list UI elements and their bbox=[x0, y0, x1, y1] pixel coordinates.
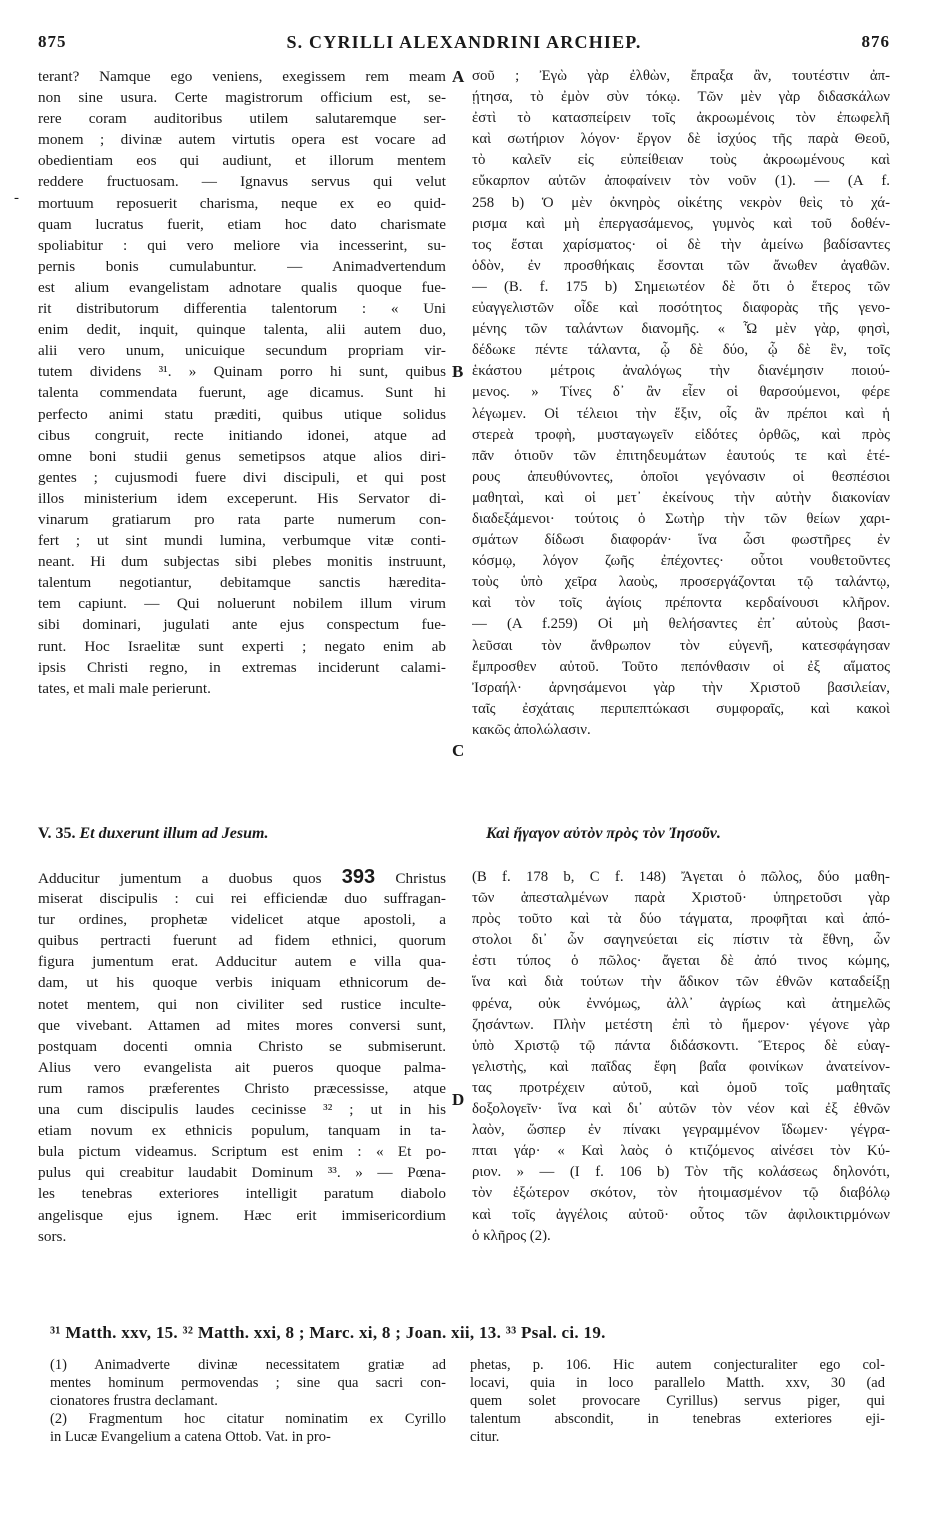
greek-section-heading: Καὶ ἤγαγον αὐτὸν πρὸς τὸν Ἰησοῦν. bbox=[486, 825, 721, 842]
text-line: φρένα, οὐκ ἐννόμως, ἀλλ᾿ ἀγρίως καὶ ἀτημελῶς bbox=[472, 995, 890, 1012]
greek-column-bottom bbox=[472, 867, 890, 1247]
text-line: ἐστὶ τὸ κατασπείρειν τοῖς ἀκροωμένοις τὸν ἐπωφελῆ bbox=[472, 110, 890, 127]
text-line: πᾶν ὁτιοῦν τῶν ἐπιτηδευμάτων ἑαυτούς τε καὶ ἑτέ- bbox=[472, 447, 890, 464]
line-text: Christus bbox=[395, 870, 446, 887]
text-line: pulus qui creabitur laudabit Dominum ³³. » — Pœna- bbox=[38, 1164, 446, 1182]
text-line: alii vero unum, unicuique secundum propriam vir- bbox=[38, 342, 446, 360]
text-line: πρὸς τοῦτο καὶ τὰ δύο τάγματα, προφῆται καὶ ἀπό- bbox=[472, 911, 890, 928]
text-line: terant? Namque ego veniens, exegissem rem meam bbox=[38, 68, 446, 85]
text-line: ἐστι τύπος ὁ πῶλος· ἄγεται δὲ ἀπό τινος κώμης, bbox=[472, 953, 890, 970]
text-line: que vivebant. Attamen ad mites mores conversi sunt, bbox=[38, 1016, 446, 1034]
text-line: ῄτησα, τὸ ἐμὸν σὺν τόκῳ. Τῶν μὲν γὰρ διδασκάλων bbox=[472, 89, 890, 106]
text-line: omne boni studii genus semetipsos atque alios diri- bbox=[38, 447, 446, 465]
text-line: στολοι δι᾿ ὧν σαγηνεύεται εἰς πίστιν τὰ ἔθνη, ὧν bbox=[472, 932, 890, 949]
text-line: λέγωμεν. Οἱ τέλειοι τὴν ἕξιν, οἷς ἂν πρέποι καὶ ἡ bbox=[472, 405, 890, 422]
text-line: γελιστὴς, καὶ παῖδας ἔφη βαΐα φοινίκων ἀνατείνον- bbox=[472, 1058, 890, 1075]
text-line: pernis bonis cumulabuntur. — Animadvertendum bbox=[38, 257, 446, 275]
text-line: etiam novum ex ethnicis populum, tanquam in ta- bbox=[38, 1122, 446, 1140]
scripture-references: ³¹ Matth. xxv, 15. ³² Matth. xxi, 8 ; Marc. xi, 8 ; Joan. xii, 13. ³³ Psal. ci. 19. bbox=[50, 1323, 606, 1342]
footnotes-right bbox=[470, 1356, 885, 1446]
text-line: ὁδὸν, ἐν προσθήκαις ἔσονται τῶν ἄνωθεν ἀγαθῶν. bbox=[472, 257, 890, 274]
text-line: ἑκάστου μέτροις ἀναλόγως τὴν διανέμησιν ποιού- bbox=[472, 363, 890, 380]
text-line: σμάτων δίδωσι διαφοράν· ἵνα ὦσι φωστῆρες ἐν bbox=[472, 532, 890, 549]
text-line: cibus congruit, recte initiando idonei, atque ad bbox=[38, 426, 446, 444]
text-line: quibus pertracti fuerunt ad fidem ethnici, quorum bbox=[38, 932, 446, 950]
text-line: στερεὰ τροφὴ, μυσταγωγεῖν εἰδότες ὀρθῶς, καὶ πρὸς bbox=[472, 426, 890, 443]
text-line: figura jumentum erat. Adducitur autem e villa qua- bbox=[38, 953, 446, 971]
text-line: — (B. f. 175 b) Σημειωτέον δὲ ὅτι ὁ ἕτερος τῶν bbox=[472, 278, 890, 295]
text-line: εὐαγγελιστῶν οἶδε καὶ ποσότητος διαφορὰς τῆς γενο- bbox=[472, 300, 890, 317]
margin-letter-b: B bbox=[452, 362, 464, 381]
text-line: sors. bbox=[38, 1227, 67, 1245]
text-line: τοὺς ὑπὸ χεῖρα λαοὺς, προσεργάζονται τῷ ταλάντῳ, bbox=[472, 574, 890, 591]
text-line: fert ; ut sint mundi lumina, verbumque vitæ conti- bbox=[38, 532, 446, 550]
text-line: citur. bbox=[470, 1429, 500, 1445]
text-line: Ἰσραήλ· ἀρνησάμενοι γὰρ τὴν Χριστοῦ βασιλείαν, bbox=[472, 679, 890, 696]
text-line: καὶ τοῖς ἀγγέλοις αὐτοῦ· οὗτος τῶν ἀφιλοικτιρμόνων bbox=[472, 1206, 890, 1223]
text-line: notet mentem, qui non civiliter sed rustice inculte- bbox=[38, 995, 446, 1013]
text-line: les tenebras exteriores intelligit paratum diabolo bbox=[38, 1185, 446, 1203]
text-line: λαὸν, ὥσπερ ἐν πίνακι γεγραμμένον ἴδωμεν· γέγρα- bbox=[472, 1122, 890, 1139]
text-line: rit distributorum differentia talentorum : « Uni bbox=[38, 300, 446, 318]
text-line: κακῶς ἀπολώλασιν. bbox=[472, 721, 591, 738]
text-line: μενος. » Τίνες δ᾿ ἂν εἶεν οἱ θαρσούμενοι, φέρε bbox=[472, 384, 890, 401]
text-line: εὔκαρπον αὐτῶν ἀποφαίνειν τὸν νοῦν (1). — (A f. bbox=[472, 173, 890, 190]
greek-column-top bbox=[472, 66, 890, 741]
text-line: Alius vero evangelista ait pueros quoque palma- bbox=[38, 1058, 446, 1076]
text-line: reddere fructuosam. — Ignavus servus qui velut bbox=[38, 173, 446, 191]
text-line: mortuum reposuerit charisma, neque ex eo quid- bbox=[38, 194, 446, 212]
verse-number: V. 35. bbox=[38, 825, 76, 842]
text-line: rum ramos præferentes Christo præcessisse, atque bbox=[38, 1079, 446, 1097]
text-line: gentes ; cujusmodi fuere divi discipuli, et qui post bbox=[38, 468, 446, 486]
text-line: postquam docenti omnia Christo se submiserunt. bbox=[38, 1037, 446, 1055]
latin-heading-text: Et duxerunt illum ad Jesum. bbox=[79, 825, 269, 842]
text-line: non sine usura. Certe magistrorum officium est, se- bbox=[38, 89, 446, 107]
text-line: (2) Fragmentum hoc citatur nominatim ex Cyrillo bbox=[50, 1411, 446, 1427]
text-line: δοξολογεῖν· ἵνα καὶ δι᾿ αὐτῶν τὸν νέον καὶ ἐξ ἐθνῶν bbox=[472, 1101, 890, 1118]
text-line: est alium evangelistam adnotare qualis quoque fue- bbox=[38, 278, 446, 296]
text-line: τος ἔσται χαρίσματος· οἱ δὲ τὴν ἀμείνω βαδίσαντες bbox=[472, 236, 890, 253]
text-line: quem solet provocare Cyrillus) servus piger, qui bbox=[470, 1393, 885, 1409]
text-line: una cum discipulis laudes cecinisse ³² ; ut in his bbox=[38, 1101, 446, 1119]
text-line: enim dedit, inquit, quinque talenta, alii autem duo, bbox=[38, 321, 446, 339]
line-text: Adducitur jumentum a duobus quos bbox=[38, 870, 322, 887]
text-line: phetas, p. 106. Hic autem conjecturaliter ego col- bbox=[470, 1357, 885, 1373]
running-header bbox=[38, 32, 890, 58]
text-line: spoliabitur : qui vero meliore via incesserint, su- bbox=[38, 236, 446, 254]
text-line: bula pictum videamus. Scriptum est enim : « Et po- bbox=[38, 1143, 446, 1161]
text-line: rere coram auditoribus utilem salutaremque ser- bbox=[38, 110, 446, 128]
text-line: λεῦσαι τὸν ἄνθρωπον τὸν εὐγενῆ, κατεσφάγησαν bbox=[472, 637, 890, 654]
text-line: miserat discipulis : cui rei efficiendæ duo suffragan- bbox=[38, 890, 446, 908]
text-line: quam lucratus fuerit, etiam hoc dato charismate bbox=[38, 215, 446, 233]
text-line: tutem dividens ³¹. » Quinam porro hi sunt, quibus bbox=[38, 363, 446, 381]
text-line: locavi, quia in loco parallelo Matth. xxv, 30 (ad bbox=[470, 1375, 885, 1391]
text-line: ταῖς ἐσχάταις περιπεπτώκασι συμφοραῖς, καὶ κακοὶ bbox=[472, 700, 890, 717]
text-line: sibi dominari, jugulati ante ejus conspectum fue- bbox=[38, 616, 446, 634]
text-line: talenta commendata fuerunt, age dicamus. Sunt hi bbox=[38, 384, 446, 402]
text-line: 258 b) Ὁ μὲν ὀκνηρὸς οἰκέτης νεκρὸν θεὶς τὸ χά- bbox=[472, 194, 890, 211]
text-line: ρους ἀπευθύνοντες, ὁποῖοι γεγόνασιν οἱ θεσπέσιοι bbox=[472, 468, 890, 485]
margin-tick: - bbox=[14, 190, 19, 206]
text-line: ριον. » — (I f. 106 b) Τὸν τῆς κολάσεως δηλονότι, bbox=[472, 1164, 890, 1181]
page-number-right: 876 bbox=[861, 32, 890, 51]
text-line: tur ordines, prophetæ videlicet atque apostoli, a bbox=[38, 911, 446, 929]
text-line: illos ministerium idem exceperunt. His Servator di- bbox=[38, 489, 446, 507]
text-line: runt. Hoc Israelitæ sunt experti ; negato enim ab bbox=[38, 637, 446, 655]
running-title: S. CYRILLI ALEXANDRINI ARCHIEP. bbox=[286, 32, 642, 52]
page-number-left: 875 bbox=[38, 32, 67, 51]
text-line: obedientiam eos qui audiunt, et illorum mentem bbox=[38, 152, 446, 170]
text-line: perfecto animi statu præditi, quibus utique solidus bbox=[38, 405, 446, 423]
text-line: angelisque ejus ignem. Hæc erit immisericordium bbox=[38, 1206, 446, 1224]
text-line: καὶ σωτήριον λόγον· ἔργον δὲ ἰσχύος τῆς παρὰ Θεοῦ, bbox=[472, 131, 890, 148]
text-line: cionatores frustra declamant. bbox=[50, 1393, 218, 1409]
footnotes-left bbox=[50, 1356, 446, 1446]
text-line: monem ; divinæ autem virtutis opera est vocare ad bbox=[38, 131, 446, 149]
margin-letter-a: A bbox=[452, 67, 465, 86]
text-line: τας προτρέχειν αὐτοῦ, καὶ ὁμοῦ τοῖς μαθηταῖς bbox=[472, 1079, 890, 1096]
text-line: ζησάντων. Πλὴν μετέστη ἐπὶ τὸ ἥμερον· γέγονε γὰρ bbox=[472, 1016, 890, 1033]
text-line: (B f. 178 b, C f. 148) Ἄγεται ὁ πῶλος, δύο μαθη- bbox=[472, 869, 890, 885]
text-line: πται γάρ· « Καὶ λαὸς ὁ κτιζόμενος αἰνέσει τὸν Κύ- bbox=[472, 1143, 890, 1160]
latin-column-top bbox=[38, 66, 446, 699]
text-line: talentum negotiantur, debitamque sanctis hæredita- bbox=[38, 574, 446, 592]
text-line: τῶν ἀπεσταλμένων παρὰ Χριστοῦ· ὑπηρετοῦσι γὰρ bbox=[472, 890, 890, 907]
text-line: σοῦ ; Ἐγὼ γὰρ ἐλθὼν, ἔπραξα ἂν, τουτέστιν ἀπ- bbox=[472, 68, 890, 84]
text-line: ipsis Christi regno, in extremas inciderunt calami- bbox=[38, 658, 446, 676]
text-line: in Lucæ Evangelium a catena Ottob. Vat. in pro- bbox=[50, 1429, 331, 1445]
text-line: ὑπὸ Χριστῷ τῷ πάντα διδάσκοντι. Ἕτερος δὲ εὐαγ- bbox=[472, 1037, 890, 1054]
text-line: tates, et mali male perierunt. bbox=[38, 679, 211, 697]
text-line: ρισμα καὶ μὴ ἐπεργασάμενος, γυμνὸς καὶ τοῦ δοθέν- bbox=[472, 215, 890, 232]
latin-bottom-first-line bbox=[38, 867, 446, 888]
text-line: κόσμῳ, λόγον ζωῆς ἐπέχοντες· οὗτοι νουθετοῦντες bbox=[472, 553, 890, 570]
text-line: τὸν ἐξώτερον σκότον, τὸν ἡτοιμασμένον τῷ διαβόλῳ bbox=[472, 1185, 890, 1202]
text-line: καὶ τὸν τοῖς ἁγίοις πρέποντα κερδαίνουσι κλῆρον. bbox=[472, 595, 890, 612]
text-line: μαθηταὶ, καὶ οἱ μετ᾿ ἐκείνους τὴν αὐτὴν διακονίαν bbox=[472, 489, 890, 506]
text-line: vinarum gratiarum pro rata parte numerum con- bbox=[38, 510, 446, 528]
text-line: ἔμπροσθεν αὐτοῦ. Τοῦτο πεπόνθασιν οἱ ἐξ αἵματος bbox=[472, 658, 890, 675]
text-line: neant. Hi dum subjectas sibi plebes monitis instruunt, bbox=[38, 553, 446, 571]
latin-column-bottom bbox=[38, 867, 446, 1247]
text-line: δέδωκε πέντε τάλαντα, ᾧ δὲ δύο, ᾧ δὲ ἓν, τοῖς bbox=[472, 342, 890, 359]
text-line: ἵνα καὶ διὰ τούτων τὴν ἄδικον τῶν ἐθνῶν καταδείξῃ bbox=[472, 974, 890, 991]
text-line: mentes hominum permovendas ; sine qua sacri con- bbox=[50, 1375, 446, 1391]
text-line: — (A f.259) Οἱ μὴ θελήσαντες ἐπ᾿ αὐτοὺς βασι- bbox=[472, 616, 890, 633]
margin-letter-d: D bbox=[452, 1090, 465, 1109]
margin-letter-c: C bbox=[452, 741, 465, 760]
text-line: talentum abscondit, in tenebras exteriores eji- bbox=[470, 1411, 885, 1427]
text-line: διαδεξάμενοι· τούτοις ὁ Σωτὴρ τὴν τῶν θείων χαρι- bbox=[472, 510, 890, 527]
text-line: tem capiunt. — Qui noluerunt nobilem illum virum bbox=[38, 595, 446, 613]
column-number: 393 bbox=[341, 867, 376, 888]
latin-section-heading bbox=[38, 825, 268, 843]
text-line: τὸ καλεῖν εἰς εὐπείθειαν τοὺς ἀκροωμένους καὶ bbox=[472, 152, 890, 169]
text-line: dam, ut his quoque verbis iniquam ethnicorum de- bbox=[38, 974, 446, 992]
text-line: ὁ κλῆρος (2). bbox=[472, 1227, 551, 1244]
text-line: (1) Animadverte divinæ necessitatem gratiæ ad bbox=[50, 1357, 446, 1373]
text-line: μένης τῶν ταλάντων διανομῆς. « Ὧ μὲν γὰρ, φησὶ, bbox=[472, 321, 890, 338]
